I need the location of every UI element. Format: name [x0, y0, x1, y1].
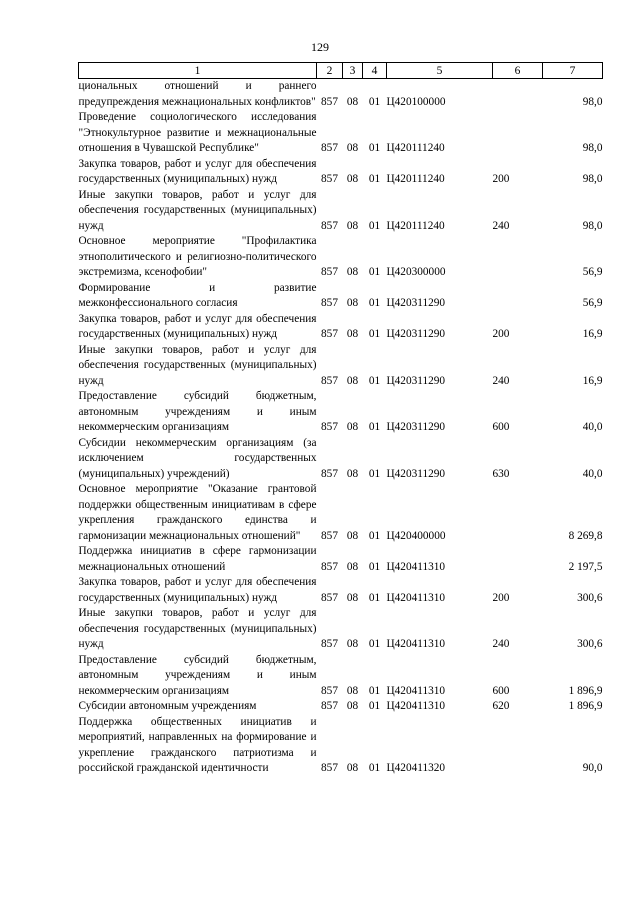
expense-type-code: 630: [492, 467, 510, 480]
table-row: [79, 653, 603, 700]
section-code: 08: [346, 173, 359, 185]
amount: 40,0: [582, 467, 603, 480]
expense-name: Проведение социологического исследования "Этнокультурное развитие и межнациональные отношения в Чувашской Республике": [78, 111, 317, 154]
subsection-code: 01: [368, 591, 381, 604]
expense-type-code: [493, 110, 543, 157]
target-article-code: Ц420111240: [386, 173, 445, 185]
section-code: 08: [346, 266, 359, 278]
section-code: 08: [346, 297, 359, 309]
table-row: [79, 715, 603, 777]
expense-type-code: 200: [492, 173, 510, 185]
amount: 56,9: [582, 297, 603, 309]
column-header: 6: [493, 63, 543, 79]
target-article-code: Ц420111240: [386, 142, 445, 154]
amount: 98,0: [582, 219, 603, 232]
target-article-code: Ц420311290: [386, 374, 446, 387]
section-code: 08: [346, 684, 359, 697]
admin-code: 857: [321, 142, 338, 154]
section-code: 08: [346, 560, 359, 573]
target-article-code: Ц420411310: [386, 591, 446, 604]
subsection-code: 01: [368, 374, 381, 387]
target-article-code: Ц420311290: [386, 467, 446, 480]
target-article-code: Ц420411310: [386, 684, 446, 697]
admin-code: 857: [321, 95, 338, 108]
budget-table: [78, 62, 603, 777]
column-header: 4: [363, 63, 387, 79]
amount: 98,0: [582, 173, 603, 185]
expense-type-code: 600: [492, 684, 510, 697]
expense-type-code: [493, 281, 543, 312]
column-header: 2: [317, 63, 343, 79]
expense-name: Основное мероприятие "Профилактика этнополитического и религиозно-политического экстремизма, ксенофобии": [78, 235, 317, 278]
expense-type-code: [493, 234, 543, 281]
subsection-code: 01: [368, 529, 381, 542]
target-article-code: Ц420311290: [386, 328, 446, 340]
section-code: 08: [346, 591, 359, 604]
target-article-code: Ц420311290: [386, 297, 446, 309]
amount: 1 896,9: [568, 700, 603, 712]
expense-name: Формирование и развитие межконфессионального согласия: [78, 281, 317, 309]
table-row: [79, 482, 603, 544]
expense-type-code: 620: [492, 700, 510, 712]
admin-code: 857: [321, 638, 338, 650]
target-article-code: Ц420411310: [386, 638, 446, 650]
expense-type-code: 240: [492, 638, 510, 650]
section-code: 08: [346, 467, 359, 480]
table-row: [79, 436, 603, 483]
subsection-code: 01: [368, 95, 381, 108]
table-row: [79, 606, 603, 653]
table-row: [79, 281, 603, 312]
column-number-row: [79, 63, 603, 79]
amount: 90,0: [582, 762, 603, 774]
table-row: [79, 157, 603, 188]
expense-name: Иные закупки товаров, работ и услуг для обеспечения государственных (муниципальных) нужд: [78, 343, 317, 387]
amount: 40,0: [582, 421, 603, 433]
section-code: 08: [346, 374, 359, 387]
section-code: 08: [346, 328, 359, 340]
expense-type-code: 240: [492, 374, 510, 387]
table-row: [79, 699, 603, 715]
amount: 16,9: [582, 328, 603, 340]
table-row: [79, 312, 603, 343]
admin-code: 857: [321, 560, 338, 573]
column-header: 1: [79, 63, 317, 79]
admin-code: 857: [321, 591, 338, 604]
target-article-code: Ц420111240: [386, 219, 445, 232]
section-code: 08: [346, 700, 359, 712]
section-code: 08: [346, 95, 359, 108]
admin-code: 857: [321, 762, 338, 774]
target-article-code: Ц420311290: [386, 421, 446, 433]
admin-code: 857: [321, 529, 338, 542]
expense-name: Предоставление субсидий бюджетным, автономным учреждениям и иным некоммерческим организациям: [78, 390, 317, 433]
expense-name: Предоставление субсидий бюджетным, автономным учреждениям и иным некоммерческим организациям: [78, 653, 317, 697]
table-row: [79, 188, 603, 235]
expense-name: Субсидии автономным учреждениям: [78, 700, 257, 712]
expense-name: Поддержка инициатив в сфере гармонизации межнациональных отношений: [78, 545, 317, 573]
column-header: 7: [543, 63, 603, 79]
subsection-code: 01: [368, 173, 381, 185]
table-row: [79, 79, 603, 111]
target-article-code: Ц420411310: [386, 560, 446, 573]
amount: 56,9: [582, 266, 603, 278]
section-code: 08: [346, 638, 359, 650]
amount: 8 269,8: [568, 529, 603, 542]
amount: 300,6: [577, 591, 603, 604]
expense-type-code: [493, 715, 543, 777]
target-article-code: Ц420411310: [386, 700, 446, 712]
expense-name: Закупка товаров, работ и услуг для обеспечения государственных (муниципальных) нужд: [78, 157, 317, 185]
subsection-code: 01: [368, 297, 381, 309]
amount: 98,0: [582, 142, 603, 154]
amount: 1 896,9: [568, 684, 603, 697]
expense-type-code: [493, 79, 543, 111]
admin-code: 857: [321, 421, 338, 433]
target-article-code: Ц420400000: [386, 529, 446, 542]
expense-name: Субсидии некоммерческим организациям (за исключением государственных (муниципальных) учреждений): [78, 436, 317, 480]
admin-code: 857: [321, 467, 338, 480]
subsection-code: 01: [368, 328, 381, 340]
expense-name: Закупка товаров, работ и услуг для обеспечения государственных (муниципальных) нужд: [78, 576, 317, 604]
admin-code: 857: [321, 266, 338, 278]
table-row: [79, 544, 603, 575]
page-number: 129: [311, 40, 329, 54]
section-code: 08: [346, 762, 359, 774]
subsection-code: 01: [368, 700, 381, 712]
expense-name: Основное мероприятие "Оказание грантовой поддержки общественным инициативам в сфере укрепления гражданского единства и гармонизации межнациональных отношений": [78, 483, 317, 542]
amount: 98,0: [582, 95, 603, 108]
section-code: 08: [346, 219, 359, 232]
target-article-code: Ц420411320: [386, 762, 446, 774]
expense-type-code: 600: [492, 421, 510, 433]
expense-name: циональных отношений и раннего предупреждения межнациональных конфликтов": [78, 80, 317, 108]
amount: 16,9: [582, 374, 603, 387]
expense-name: Иные закупки товаров, работ и услуг для обеспечения государственных (муниципальных) нужд: [78, 188, 317, 232]
table-row: [79, 110, 603, 157]
table-row: [79, 575, 603, 606]
admin-code: 857: [321, 173, 338, 185]
subsection-code: 01: [368, 219, 381, 232]
column-header: 5: [387, 63, 493, 79]
amount: 300,6: [577, 638, 603, 650]
amount: 2 197,5: [568, 560, 603, 573]
expense-name: Поддержка общественных инициатив и мероприятий, направленных на формирование и укрепление гражданского патриотизма и российской гражданской идентичности: [78, 715, 317, 774]
admin-code: 857: [321, 374, 338, 387]
section-code: 08: [346, 529, 359, 542]
expense-type-code: 240: [492, 219, 510, 232]
column-header: 3: [343, 63, 363, 79]
table-row: [79, 234, 603, 281]
expense-type-code: 200: [492, 591, 510, 604]
subsection-code: 01: [368, 142, 381, 154]
expense-type-code: 200: [492, 328, 510, 340]
section-code: 08: [346, 142, 359, 154]
admin-code: 857: [321, 700, 338, 712]
subsection-code: 01: [368, 266, 381, 278]
subsection-code: 01: [368, 762, 381, 774]
table-row: [79, 389, 603, 436]
admin-code: 857: [321, 328, 338, 340]
subsection-code: 01: [368, 684, 381, 697]
subsection-code: 01: [368, 467, 381, 480]
subsection-code: 01: [368, 560, 381, 573]
subsection-code: 01: [368, 421, 381, 433]
admin-code: 857: [321, 219, 338, 232]
expense-type-code: [493, 544, 543, 575]
target-article-code: Ц420300000: [386, 266, 446, 278]
expense-name: Иные закупки товаров, работ и услуг для обеспечения государственных (муниципальных) нужд: [78, 607, 317, 650]
expense-type-code: [493, 482, 543, 544]
admin-code: 857: [321, 297, 338, 309]
subsection-code: 01: [368, 638, 381, 650]
target-article-code: Ц420100000: [386, 95, 446, 108]
expense-name: Закупка товаров, работ и услуг для обеспечения государственных (муниципальных) нужд: [78, 312, 317, 340]
admin-code: 857: [321, 684, 338, 697]
table-row: [79, 343, 603, 390]
section-code: 08: [346, 421, 359, 433]
